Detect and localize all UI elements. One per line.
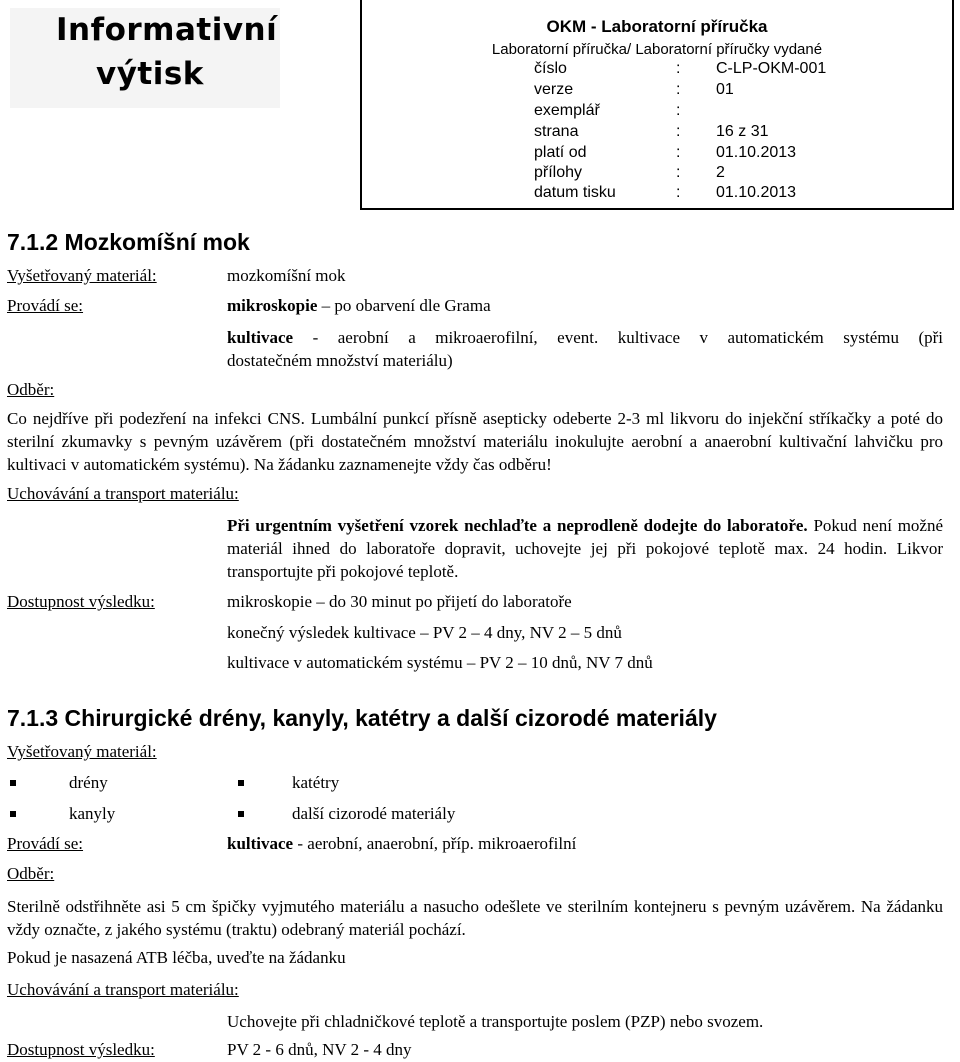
header-key: verze (534, 81, 574, 98)
stamp-line-1: Informativní (56, 12, 278, 48)
header-sep: : (676, 184, 681, 201)
transport-text (227, 514, 943, 583)
section-heading: 7.1.3 Chirurgické drény, kanyly, katétry a další cizorodé materiály (7, 705, 717, 731)
header-title: OKM - Laboratorní příručka (546, 17, 768, 36)
header-subtitle: Laboratorní příručka/ Laboratorní příručky vydané (491, 41, 823, 58)
header-value: 16 z 31 (716, 123, 769, 140)
label-transport: Uchovávání a transport materiálu: (7, 980, 239, 999)
method-line (227, 834, 576, 854)
header-sep: : (676, 81, 681, 98)
header-key: přílohy (534, 164, 583, 181)
bullet-icon (10, 780, 16, 786)
material-item: další cizorodé materiály (292, 804, 456, 823)
method-name: kultivace (227, 834, 294, 853)
method-line (227, 296, 491, 316)
section-heading: 7.1.2 Mozkomíšní mok (7, 229, 250, 255)
transport-text: Uchovejte při chladničkové teplotě a transportujte poslem (PZP) nebo svozem. (227, 1012, 764, 1031)
document-header-box (360, 0, 954, 210)
header-sep: : (676, 144, 681, 161)
header-value: C-LP-OKM-001 (716, 60, 827, 77)
material-item: katétry (292, 773, 340, 792)
bullet-icon (10, 811, 16, 817)
header-sep: : (676, 123, 681, 140)
label-dostupnost: Dostupnost výsledku: (7, 1040, 155, 1059)
header-sep: : (676, 164, 681, 181)
availability-line: mikroskopie – do 30 minut po přijetí do laboratoře (227, 592, 572, 611)
header-value: 01.10.2013 (716, 144, 797, 161)
header-key: platí od (534, 144, 587, 161)
method-name: mikroskopie (227, 296, 318, 315)
availability-line: konečný výsledek kultivace – PV 2 – 4 dny, NV 2 – 5 dnů (227, 623, 622, 642)
label-dostupnost: Dostupnost výsledku: (7, 592, 155, 611)
odber-text: Co nejdříve při podezření na infekci CNS. Lumbální punkcí přísně asepticky odeberte 2-3 ml likvoru do injekční stříkačky a poté do sterilní zkumavky s pevným uzávěrem (při dostatečném množství materiálu inokulujte aerobní a anaerobní kultivační lahvičku pro kultivaci v automatickém systému). Na žádanku zaznamenejte vždy čas odběru! (7, 409, 943, 474)
header-key: strana (534, 123, 579, 140)
method-detail: – po obarvení dle Grama (317, 296, 491, 315)
header-key: exemplář (534, 102, 600, 119)
header-value: 01.10.2013 (716, 184, 797, 201)
bullet-icon (238, 811, 244, 817)
header-sep: : (676, 60, 681, 77)
label-transport: Uchovávání a transport materiálu: (7, 484, 239, 503)
odber-text: Sterilně odstřihněte asi 5 cm špičky vyjmutého materiálu a nasucho odešlete ve sterilním kontejneru s pevným uzávěrem. Na žádanku vždy označte, z jakého systému (traktu) odebraný materiál pochází. (7, 897, 943, 939)
label-provadi: Provádí se: (7, 296, 84, 315)
method-detail-cont: dostatečném množství materiálu) (227, 351, 453, 370)
material-item: kanyly (69, 804, 116, 823)
label-odber: Odběr: (7, 864, 55, 883)
method-line (227, 328, 943, 348)
label-material: Vyšetřovaný materiál: (7, 266, 157, 285)
method-detail: - aerobní a mikroaerofilní, event. kultivace v automatickém systému (při (293, 328, 943, 347)
method-name: kultivace (227, 328, 294, 347)
header-key: datum tisku (534, 184, 616, 201)
header-value: 01 (716, 81, 734, 98)
label-odber: Odběr: (7, 380, 55, 399)
transport-detail: Pokud není možné materiál ihned do laboratoře dopravit, uchovejte jej při pokojové teplotě max. 24 hodin. Likvor transportujte při pokojové teplotě. (227, 516, 944, 581)
header-sep: : (676, 102, 681, 119)
material-item: drény (69, 773, 108, 792)
atb-note: Pokud je nasazená ATB léčba, uveďte na žádanku (7, 948, 346, 967)
label-material: Vyšetřovaný materiál: (7, 742, 157, 761)
stamp-line-2: výtisk (96, 56, 204, 92)
header-value: 2 (716, 164, 725, 181)
method-detail: - aerobní, anaerobní, příp. mikroaerofilní (293, 834, 577, 853)
label-provadi: Provádí se: (7, 834, 84, 853)
bullet-icon (238, 780, 244, 786)
material-value: mozkomíšní mok (227, 266, 346, 285)
informative-copy-stamp (10, 8, 280, 108)
header-key: číslo (534, 60, 567, 77)
availability-line: kultivace v automatickém systému – PV 2 – 10 dnů, NV 7 dnů (227, 653, 653, 672)
transport-urgent: Při urgentním vyšetření vzorek nechlaďte a neprodleně dodejte do laboratoře. (227, 516, 808, 535)
availability-line: PV 2 - 6 dnů, NV 2 - 4 dny (227, 1040, 412, 1059)
